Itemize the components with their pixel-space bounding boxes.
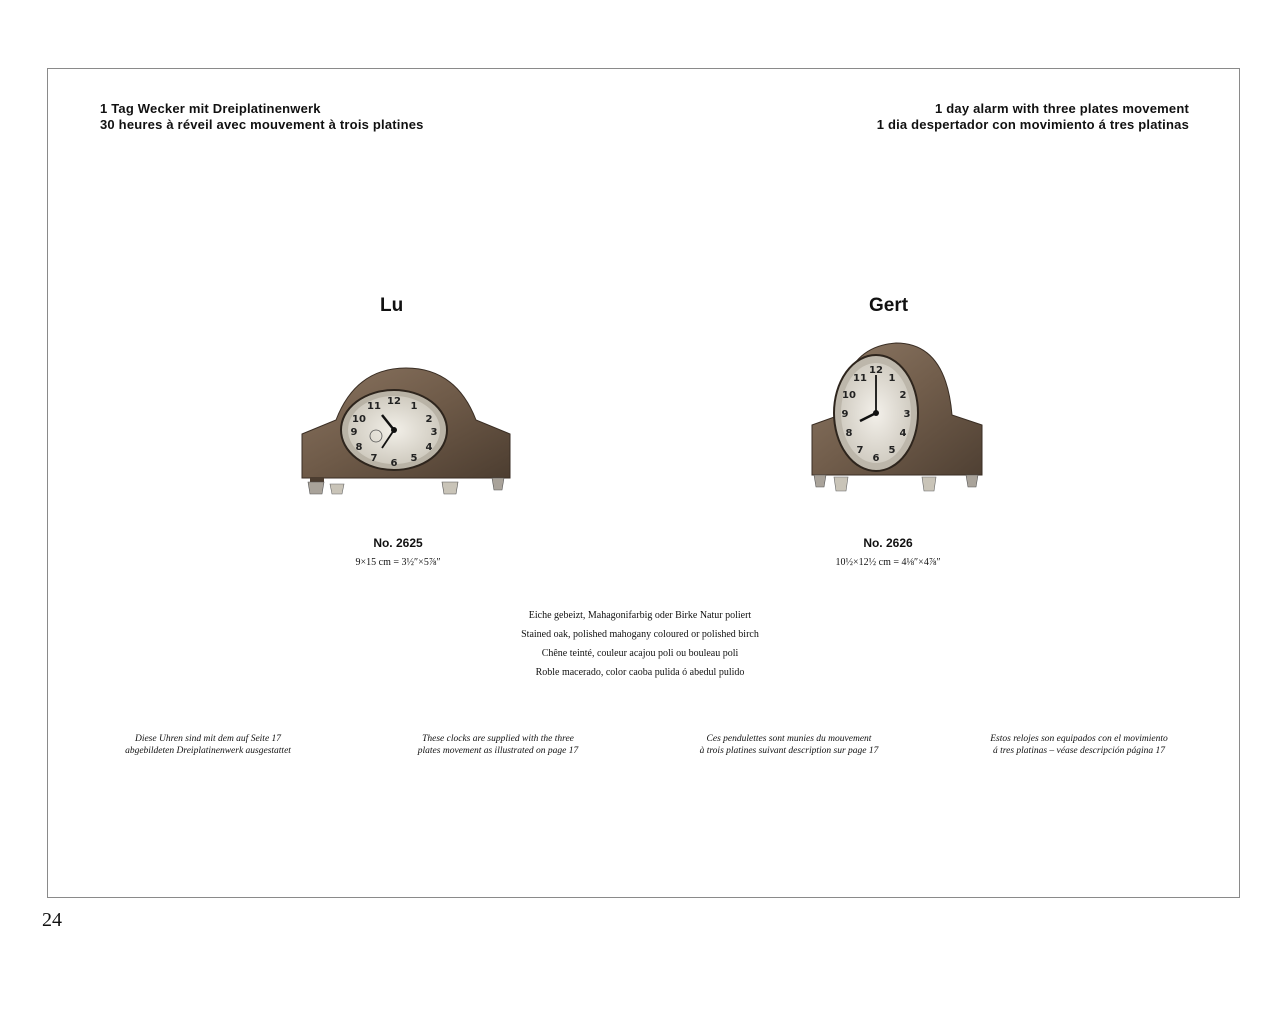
header-left (100, 101, 424, 133)
svg-text:5: 5 (888, 445, 896, 456)
note-spanish-line1: Estos relojes son equipados con el movimiento (990, 734, 1168, 744)
svg-text:9: 9 (350, 427, 358, 438)
page-frame (47, 68, 1240, 898)
model-dimensions-2625: 9×15 cm = 3½″×5⅞″ (355, 557, 441, 568)
header-right-line1: 1 day alarm with three plates movement (935, 101, 1189, 116)
svg-text:8: 8 (355, 442, 363, 453)
svg-text:7: 7 (370, 453, 378, 464)
note-spanish (949, 733, 1209, 757)
header-right (877, 101, 1189, 133)
model-number-2625: No. 2625 (373, 536, 423, 550)
materials-english: Stained oak, polished mahogany coloured or polished birch (521, 629, 759, 640)
model-number-2626: No. 2626 (863, 536, 913, 550)
svg-text:6: 6 (872, 453, 880, 464)
header-left-line1: 1 Tag Wecker mit Dreiplatinenwerk (100, 101, 321, 116)
model-dimensions-2626: 10½×12½ cm = 4⅛″×4⅞″ (835, 557, 941, 568)
clock-gert-image (806, 335, 986, 500)
model-name-lu: Lu (380, 295, 404, 316)
svg-text:10: 10 (352, 414, 366, 425)
materials-block (470, 606, 810, 682)
svg-text:4: 4 (425, 442, 433, 453)
note-german-line1: Diese Uhren sind mit dem auf Seite 17 (134, 734, 282, 744)
clock-lu-image (296, 360, 516, 500)
svg-text:4: 4 (899, 428, 907, 439)
svg-text:12: 12 (869, 365, 883, 376)
note-spanish-line2: á tres platinas – véase descripción página 17 (993, 746, 1165, 756)
note-french-line2: à trois platines suivant description sur page 17 (699, 746, 879, 756)
note-german (78, 733, 338, 757)
svg-text:10: 10 (842, 390, 856, 401)
svg-text:12: 12 (387, 396, 401, 407)
svg-text:9: 9 (841, 409, 849, 420)
note-english (368, 733, 628, 757)
note-french (659, 733, 919, 757)
svg-text:1: 1 (888, 373, 896, 384)
note-french-line1: Ces pendulettes sont munies du mouvement (706, 734, 872, 744)
materials-german: Eiche gebeizt, Mahagonifarbig oder Birke Natur poliert (528, 610, 752, 621)
svg-text:2: 2 (425, 414, 433, 425)
header-left-line2: 30 heures à réveil avec mouvement à trois platines (100, 117, 424, 132)
svg-text:1: 1 (410, 401, 418, 412)
note-english-line2: plates movement as illustrated on page 17 (417, 746, 579, 756)
svg-text:2: 2 (899, 390, 907, 401)
note-english-line1: These clocks are supplied with the three (422, 734, 574, 744)
header-right-line2: 1 dia despertador con movimiento á tres platinas (876, 117, 1189, 132)
svg-text:11: 11 (367, 401, 381, 412)
materials-spanish: Roble macerado, color caoba pulida ó abedul pulido (535, 667, 745, 678)
svg-text:3: 3 (903, 409, 911, 420)
materials-french: Chêne teinté, couleur acajou poli ou bouleau poli (541, 648, 739, 659)
svg-text:6: 6 (390, 458, 398, 469)
note-german-line2: abgebildeten Dreiplatinenwerk ausgestattet (125, 746, 291, 756)
svg-text:11: 11 (853, 373, 867, 384)
model-name-gert: Gert (869, 295, 909, 316)
svg-text:8: 8 (845, 428, 853, 439)
svg-text:3: 3 (430, 427, 438, 438)
page-number: 24 (42, 909, 62, 931)
svg-text:5: 5 (410, 453, 418, 464)
svg-text:7: 7 (856, 445, 864, 456)
